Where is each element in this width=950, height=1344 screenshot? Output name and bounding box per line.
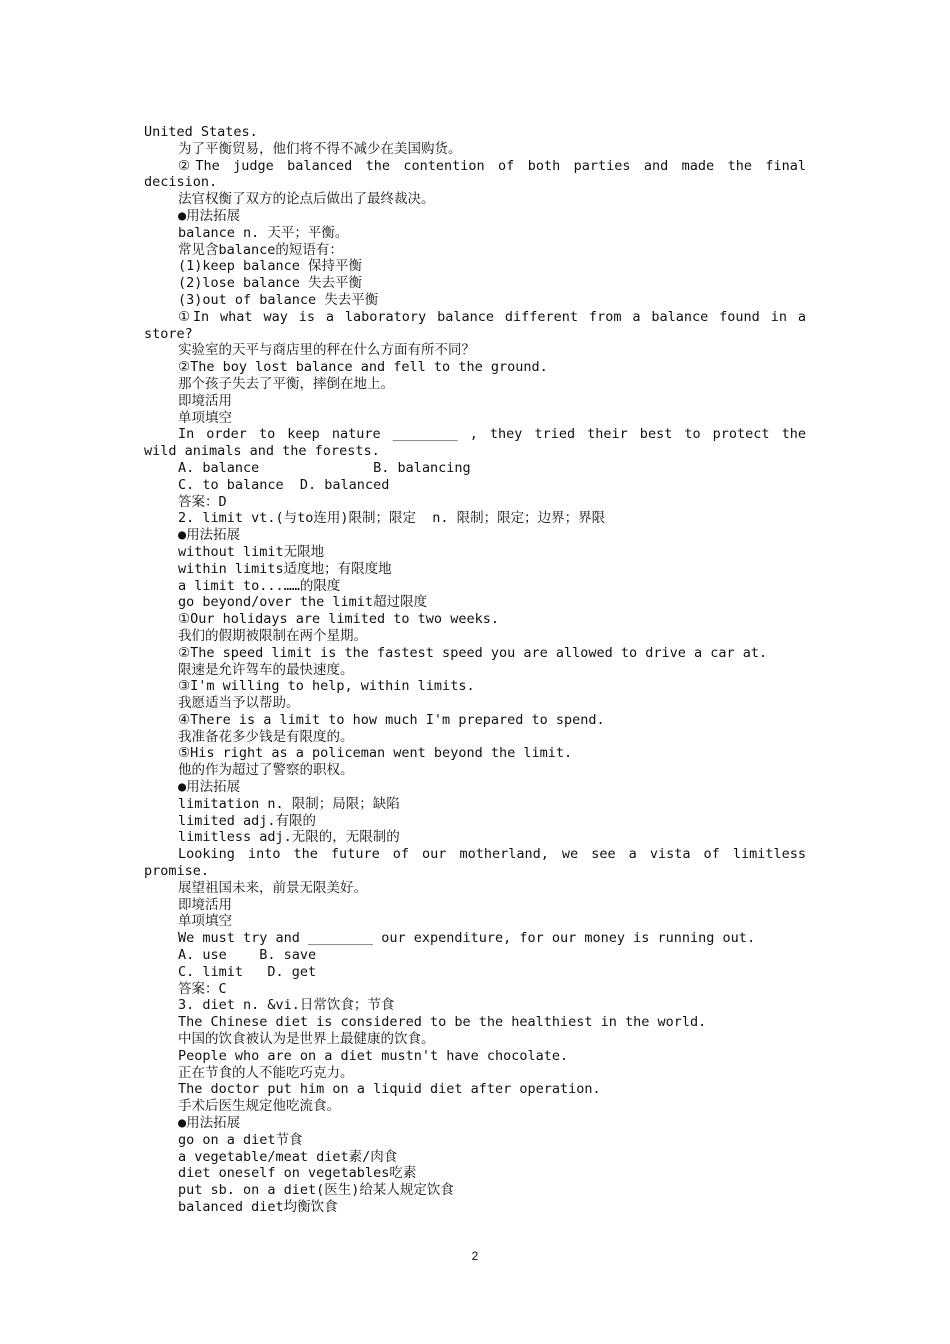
text-line: ②The speed limit is the fastest speed you are allowed to drive a car at.: [178, 644, 768, 661]
text-line: a vegetable/meat diet素/肉食: [178, 1148, 398, 1165]
text-line: Looking into the future of our motherland, we see a vista of limitless: [178, 846, 806, 863]
section-heading: 单项填空: [178, 409, 232, 426]
text-line: limitation n. 限制；局限；缺陷: [178, 795, 400, 812]
text-line: 正在节食的人不能吃巧克力。: [178, 1064, 354, 1081]
text-line: We must try and ________ our expenditure, for our money is running out.: [178, 930, 756, 947]
text-line: within limits适度地；有限度地: [178, 560, 392, 577]
text-line: put sb. on a diet(医生)给某人规定饮食: [178, 1182, 454, 1199]
text-line: C. limit D. get: [178, 963, 317, 980]
text-line: 限速是允许驾车的最快速度。: [178, 661, 354, 678]
text-line: 为了平衡贸易，他们将不得不减少在美国购货。: [178, 140, 462, 157]
text-line: 展望祖国未来，前景无限美好。: [178, 879, 367, 896]
text-line: diet oneself on vegetables吃素: [178, 1165, 417, 1182]
text-line: balance n. 天平；平衡。: [178, 224, 349, 241]
text-line: ④There is a limit to how much I'm prepared to spend.: [178, 711, 605, 728]
entry-heading: 3. diet n. &vi.日常饮食；节食: [178, 997, 395, 1014]
text-line: store?: [144, 325, 193, 342]
text-line: 常见含balance的短语有：: [178, 241, 343, 258]
text-line: ①Our holidays are limited to two weeks.: [178, 611, 499, 628]
text-line: C. to balance D. balanced: [178, 476, 390, 493]
section-heading: ●用法拓展: [178, 207, 241, 224]
text-line: wild animals and the forests.: [144, 443, 380, 460]
page-body: [144, 124, 806, 1216]
section-heading: 单项填空: [178, 913, 232, 930]
section-heading: ●用法拓展: [178, 527, 241, 544]
text-line: (3)out of balance 失去平衡: [178, 291, 379, 308]
text-line: balanced diet均衡饮食: [178, 1199, 338, 1215]
text-line: 中国的饮食被认为是世界上最健康的饮食。: [178, 1031, 435, 1048]
text-line: 他的作为超过了警察的职权。: [178, 762, 354, 779]
text-line: ③I'm willing to help, within limits.: [178, 678, 475, 695]
text-line: A. balance B. balancing: [178, 459, 471, 476]
text-line: 我愿适当予以帮助。: [178, 695, 300, 712]
text-line: The doctor put him on a liquid diet after operation.: [178, 1081, 601, 1098]
answer-line: 答案：D: [178, 493, 227, 510]
text-line: ⑤His right as a policeman went beyond the limit.: [178, 745, 573, 762]
text-line: 手术后医生规定他吃流食。: [178, 1098, 340, 1115]
text-line: United States.: [144, 124, 258, 140]
entry-heading: 2. limit vt.(与to连用)限制；限定 n. 限制；限定；边界；界限: [178, 510, 606, 527]
answer-line: 答案：C: [178, 980, 227, 997]
section-heading: ●用法拓展: [178, 779, 241, 796]
text-line: A. use B. save: [178, 947, 317, 964]
text-line: without limit无限地: [178, 543, 325, 560]
text-line: limited adj.有限的: [178, 812, 317, 829]
text-line: In order to keep nature ________ , they tried their best to protect the: [178, 426, 806, 443]
text-line: ②The judge balanced the contention of both parties and made the final: [178, 157, 806, 174]
text-line: People who are on a diet mustn't have chocolate.: [178, 1047, 569, 1064]
section-heading: ●用法拓展: [178, 1115, 241, 1132]
text-line: a limit to...……的限度: [178, 577, 341, 594]
text-line: limitless adj.无限的，无限制的: [178, 829, 400, 846]
text-line: decision.: [144, 174, 218, 191]
text-line: 实验室的天平与商店里的秤在什么方面有所不同？: [178, 342, 475, 359]
section-heading: 即境活用: [178, 392, 232, 409]
text-line: (1)keep balance 保持平衡: [178, 258, 363, 275]
text-line: 那个孩子失去了平衡，摔倒在地上。: [178, 375, 394, 392]
text-line: 我准备花多少钱是有限度的。: [178, 728, 354, 745]
text-line: The Chinese diet is considered to be the healthiest in the world.: [178, 1014, 707, 1031]
page-number: 2: [471, 1249, 479, 1263]
text-line: ②The boy lost balance and fell to the ground.: [178, 359, 548, 376]
text-line: promise.: [144, 863, 210, 880]
text-line: 法官权衡了双方的论点后做出了最终裁决。: [178, 191, 435, 208]
text-line: go beyond/over the limit超过限度: [178, 594, 428, 611]
section-heading: 即境活用: [178, 896, 232, 913]
text-line: ①In what way is a laboratory balance different from a balance found in a: [178, 308, 806, 325]
text-line: go on a diet节食: [178, 1131, 303, 1148]
text-line: (2)lose balance 失去平衡: [178, 275, 363, 292]
text-line: 我们的假期被限制在两个星期。: [178, 627, 367, 644]
